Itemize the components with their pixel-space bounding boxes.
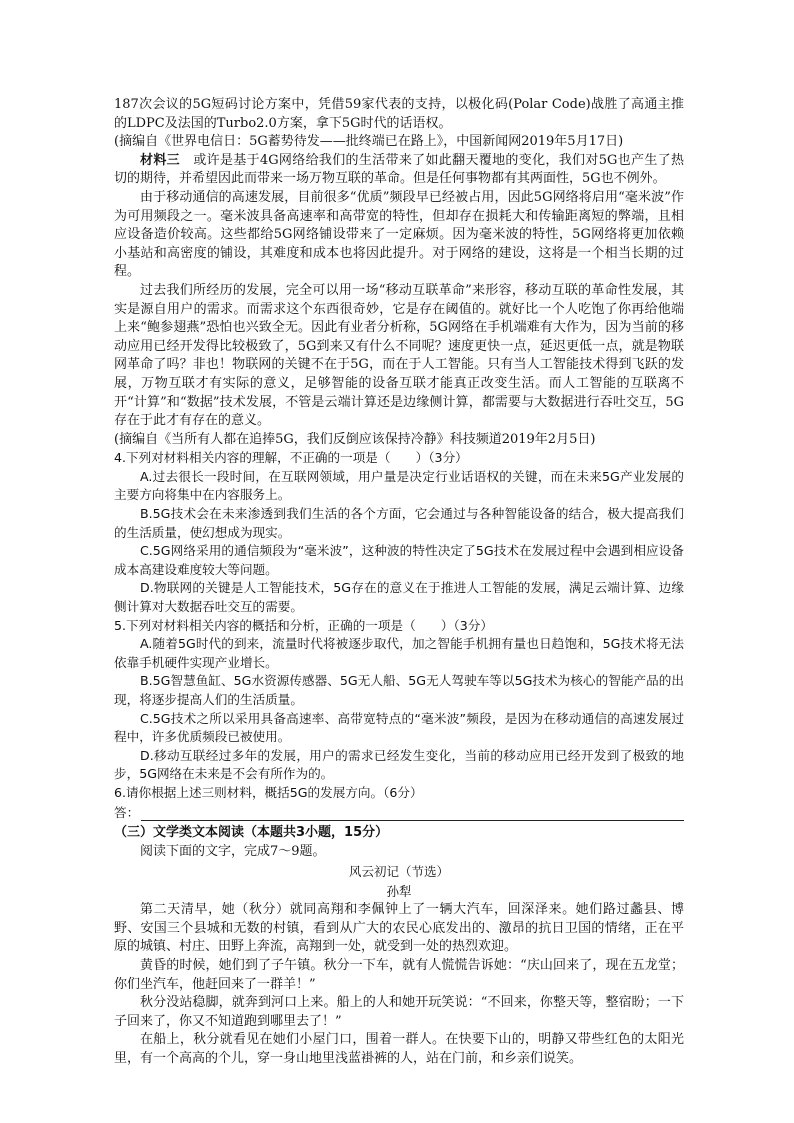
- question-4-option-a: A.过去很长一段时间，在互联网领域，用户量是决定行业话语权的关键，而在未来5G产业发展的主要方向将集中在内容服务上。: [114, 468, 684, 503]
- story-author: 孙犁: [386, 884, 412, 900]
- source-citation-2: (摘编自《世界电信日：5G蓄势待发——批终端已在路上》，中国新闻网2019年5月17日): [114, 134, 624, 150]
- source-citation-3: (摘编自《当所有人都在追捧5G，我们反倒应该保持冷静》科技频道2019年2月5日): [114, 431, 596, 447]
- paragraph-material3-intro: [114, 152, 684, 189]
- section-3-instruction: 阅读下面的文字，完成7～9题。: [140, 843, 326, 859]
- document-page: [114, 96, 684, 1069]
- question-5-option-b: B.5G智慧鱼缸、5G水资源传感器、5G无人船、5G无人驾驶车等以5G技术为核心的智能产品的出现，将逐步提高人们的生活质量。: [114, 673, 684, 707]
- material3-text: 或许是基于4G网络给我们的生活带来了如此翻天覆地的变化，我们对5G也产生了热切的期待，并希望因此而带来一场万物互联的革命。但是任何事物都有其两面性，5G也不例外。: [114, 152, 684, 187]
- question-6-stem: 6.请你根据上述三则材料，概括5G的发展方向。（6分）: [114, 784, 423, 800]
- story-paragraph-1: 第二天清早，她（秋分）就同高翔和李佩钟上了一辆大汽车，回深泽来。她们路过蠡县、博野、安国三个县城和无数的村镇，看到从广大的农民心底发出的、激昂的抗日卫国的情绪，正在平原的城镇、村庄、田野上奔流，高翔到一处，就受到一处的热烈欢迎。: [114, 902, 684, 955]
- answer-label: 答：: [114, 804, 140, 820]
- story-title: 风云初记（节选）: [348, 864, 449, 880]
- question-4-option-b: B.5G技术会在未来渗透到我们生活的各个方面，它会通过与各种智能设备的结合，极大提高我们的生活质量，使幻想成为现实。: [114, 506, 684, 540]
- material3-label: 材料三: [140, 152, 180, 168]
- paragraph-material2-end: 187次会议的5G短码讨论方案中，凭借59家代表的支持，以极化码(Polar Code)战胜了高通主推的LDPC及法国的Turbo2.0方案，拿下5G时代的话语权。: [114, 97, 684, 131]
- question-4-option-d: D.物联网的关键是人工智能技术，5G存在的意义在于推进人工智能的发展，满足云端计算、边缘侧计算对大数据吞吐交互的需要。: [114, 580, 684, 615]
- question-5-stem: 5.下列对材料相关内容的概括和分析，正确的一项是（ ）（3分）: [114, 617, 493, 633]
- answer-line[interactable]: [114, 803, 684, 821]
- paragraph-material3-p2: 由于移动通信的高速发展，目前很多“优质”频段早已经被占用，因此5G网络将启用“毫米波”作为可用频段之一。毫米波具备高速率和高带宽的特性，但却存在损耗大和传输距离短的弊端，且相应设备造价较高。这些都给5G网络铺设带来了一定麻烦。因为毫米波的特性，5G网络将更加依赖小基站和高密度的铺设，其难度和成本也将因此提升。对于网络的建设，这将是一个相当长期的过程。: [114, 189, 684, 280]
- answer-underline: [141, 806, 684, 821]
- story-paragraph-2: 黄昏的时候，她们到了子午镇。秋分一下车，就有人慌慌告诉她：“庆山回来了，现在五龙堂；你们坐汽车，他赶回来了一群羊！”: [114, 957, 684, 992]
- story-paragraph-4: 在船上，秋分就看见在她们小屋门口，围着一群人。在快要下山的，明静又带些红色的太阳光里，有一个高高的个儿，穿一身山地里浅蓝褂裤的人，站在门前，和乡亲们说笑。: [114, 1032, 684, 1066]
- question-5-option-c: C.5G技术之所以采用具备高速率、高带宽特点的“毫米波”频段，是因为在移动通信的高速发展过程中，许多优质频段已被使用。: [114, 710, 684, 745]
- story-paragraph-3: 秋分没站稳脚，就奔到河口上来。船上的人和她开玩笑说：“不回来，你整天等，整宿盼；一下子回来了，你又不知道跑到哪里去了！”: [114, 995, 684, 1029]
- paragraph-material3-p3: 过去我们所经历的发展，完全可以用一场“移动互联革命”来形容，移动互联的革命性发展，其实是源自用户的需求。而需求这个东西很奇妙，它是存在阈值的。就好比一个人吃饱了你再给他端上来“鲍参翅燕”恐怕也兴致全无。因此有业者分析称，5G网络在手机端难有大作为，因为当前的移动应用已经开发得比较极致了，5G到来又有什么不同呢？速度更快一点，延迟更低一点，就是物联网革命了吗？非也！物联网的关键不在于5G，而在于人工智能。只有当人工智能技术得到飞跃的发展，万物互联才有实际的意义，足够智能的设备互联才能真正改变生活。而人工智能的互联离不开“计算”和“数据”技术发展，不管是云端计算还是边缘侧计算，都需要与大数据进行吞吐交互，5G存在于此才有存在的意义。: [114, 282, 684, 429]
- question-4-option-c: C.5G网络采用的通信频段为“毫米波”，这种波的特性决定了5G技术在发展过程中会遇到相应设备成本高建设难度较大等问题。: [114, 543, 684, 577]
- question-4-stem: 4.下列对材料相关内容的理解，不正确的一项是（ ）（3分）: [114, 450, 468, 466]
- question-5-option-a: A.随着5G时代的到来，流量时代将被逐步取代，加之智能手机拥有量也日趋饱和，5G技术将无法依靠手机硬件实现产业增长。: [114, 636, 684, 670]
- question-5-option-d: D.移动互联经过多年的发展，用户的需求已经发生变化，当前的移动应用已经开发到了极致的地步，5G网络在未来是不会有所作为的。: [114, 747, 684, 782]
- section-3-heading: （三）文学类文本阅读（本题共3小题，15分）: [114, 824, 389, 840]
